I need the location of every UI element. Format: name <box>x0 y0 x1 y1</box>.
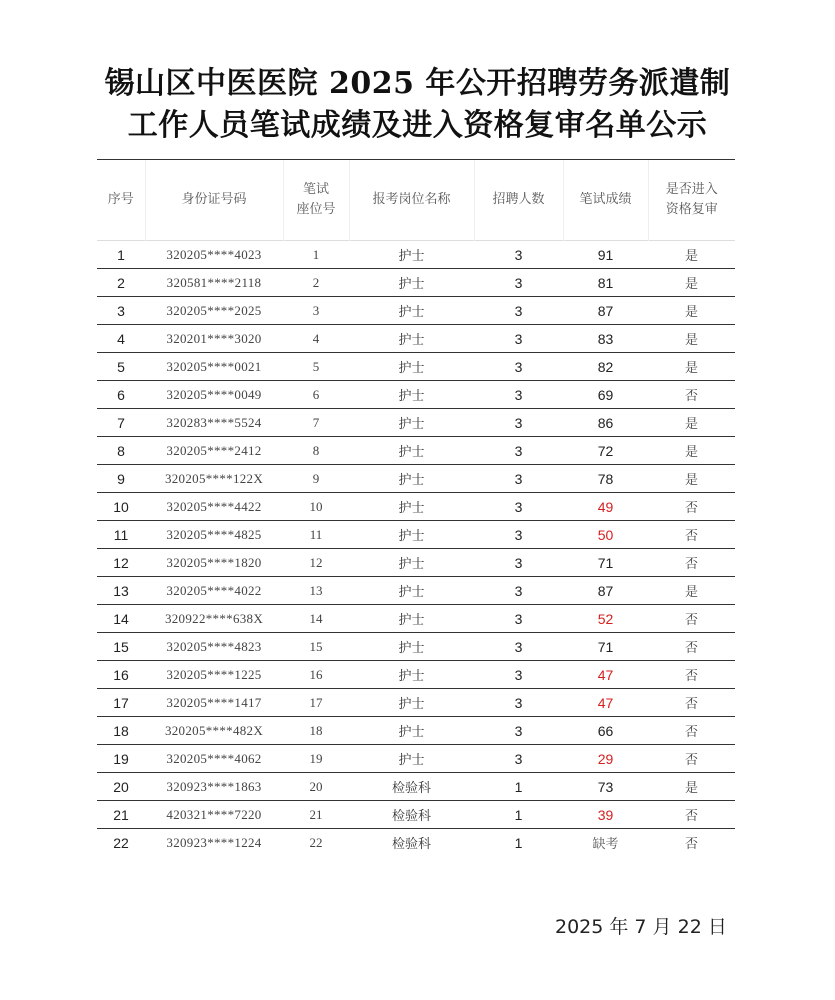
header-id: 身份证号码 <box>145 160 283 241</box>
cell-position: 护士 <box>349 493 474 521</box>
cell-review: 是 <box>648 241 735 269</box>
cell-review: 否 <box>648 633 735 661</box>
cell-hires: 3 <box>474 689 563 717</box>
cell-seat: 19 <box>283 745 349 773</box>
cell-review: 是 <box>648 437 735 465</box>
cell-hires: 1 <box>474 801 563 829</box>
cell-seq: 2 <box>97 269 145 297</box>
cell-seq: 3 <box>97 297 145 325</box>
table-row <box>97 521 735 549</box>
cell-id: 320923****1863 <box>145 773 283 801</box>
table-body <box>97 241 735 857</box>
cell-review: 否 <box>648 521 735 549</box>
cell-score: 82 <box>563 353 648 381</box>
cell-position: 护士 <box>349 577 474 605</box>
cell-seq: 10 <box>97 493 145 521</box>
cell-score: 87 <box>563 297 648 325</box>
table-row <box>97 745 735 773</box>
table-row <box>97 689 735 717</box>
cell-id: 320205****4422 <box>145 493 283 521</box>
table-row <box>97 661 735 689</box>
cell-score: 91 <box>563 241 648 269</box>
cell-seat: 17 <box>283 689 349 717</box>
cell-seat: 20 <box>283 773 349 801</box>
cell-hires: 3 <box>474 605 563 633</box>
table-row <box>97 773 735 801</box>
table-row <box>97 493 735 521</box>
cell-hires: 3 <box>474 745 563 773</box>
cell-seat: 21 <box>283 801 349 829</box>
cell-id: 320205****4823 <box>145 633 283 661</box>
cell-score: 49 <box>563 493 648 521</box>
table-row <box>97 829 735 857</box>
cell-score: 81 <box>563 269 648 297</box>
cell-id: 320205****482X <box>145 717 283 745</box>
cell-hires: 3 <box>474 549 563 577</box>
table-row <box>97 241 735 269</box>
cell-seq: 6 <box>97 381 145 409</box>
cell-score: 87 <box>563 577 648 605</box>
cell-score: 47 <box>563 689 648 717</box>
cell-score: 50 <box>563 521 648 549</box>
cell-position: 护士 <box>349 437 474 465</box>
cell-position: 护士 <box>349 409 474 437</box>
header-hires: 招聘人数 <box>474 160 563 241</box>
cell-seat: 2 <box>283 269 349 297</box>
cell-id: 320205****1820 <box>145 549 283 577</box>
cell-id: 320283****5524 <box>145 409 283 437</box>
cell-seat: 6 <box>283 381 349 409</box>
cell-id: 320205****4062 <box>145 745 283 773</box>
cell-seat: 5 <box>283 353 349 381</box>
table-row <box>97 409 735 437</box>
cell-id: 320205****0049 <box>145 381 283 409</box>
cell-score: 缺考 <box>592 837 619 852</box>
cell-score: 39 <box>563 801 648 829</box>
cell-seq: 18 <box>97 717 145 745</box>
cell-score: 69 <box>563 381 648 409</box>
cell-id: 320205****1225 <box>145 661 283 689</box>
cell-score: 73 <box>563 773 648 801</box>
table-row <box>97 801 735 829</box>
cell-seat: 14 <box>283 605 349 633</box>
cell-hires: 3 <box>474 269 563 297</box>
cell-review: 否 <box>648 549 735 577</box>
cell-seq: 11 <box>97 521 145 549</box>
page-title-line-1: 锡山区中医医院 2025 年公开招聘劳务派遣制 <box>104 66 731 101</box>
cell-hires: 3 <box>474 409 563 437</box>
cell-id: 320205****0021 <box>145 353 283 381</box>
cell-score: 47 <box>563 661 648 689</box>
cell-score: 71 <box>563 633 648 661</box>
cell-hires: 3 <box>474 493 563 521</box>
cell-position: 护士 <box>349 465 474 493</box>
cell-position: 护士 <box>349 689 474 717</box>
header-seq: 序号 <box>97 160 145 241</box>
cell-seq: 14 <box>97 605 145 633</box>
cell-hires: 3 <box>474 633 563 661</box>
cell-position: 检验科 <box>391 837 431 852</box>
cell-review: 是 <box>648 325 735 353</box>
cell-review: 是 <box>648 773 735 801</box>
cell-position: 护士 <box>349 717 474 745</box>
cell-id: 320205****122X <box>145 465 283 493</box>
cell-seat: 12 <box>283 549 349 577</box>
cell-seq: 15 <box>97 633 145 661</box>
cell-review: 否 <box>684 837 698 852</box>
cell-id: 320205****4825 <box>145 521 283 549</box>
cell-seat: 1 <box>283 241 349 269</box>
cell-id: 320205****2025 <box>145 297 283 325</box>
cell-review: 是 <box>648 269 735 297</box>
cell-hires: 3 <box>474 437 563 465</box>
cell-seq: 8 <box>97 437 145 465</box>
cell-id: 320205****4022 <box>145 577 283 605</box>
table-row <box>97 717 735 745</box>
cell-review: 否 <box>648 661 735 689</box>
cell-id: 320205****1417 <box>145 689 283 717</box>
table-header-row <box>97 160 735 241</box>
cell-id: 320923****1224 <box>166 834 262 850</box>
cell-seat: 22 <box>309 834 323 850</box>
header-position: 报考岗位名称 <box>349 160 474 241</box>
cell-id: 420321****7220 <box>145 801 283 829</box>
cell-score: 72 <box>563 437 648 465</box>
cell-score: 29 <box>563 745 648 773</box>
cell-score: 83 <box>563 325 648 353</box>
cell-score: 71 <box>563 549 648 577</box>
cell-id: 320922****638X <box>145 605 283 633</box>
cell-hires: 3 <box>474 297 563 325</box>
cell-seat: 8 <box>283 437 349 465</box>
cell-hires: 3 <box>474 521 563 549</box>
table-row <box>97 577 735 605</box>
cell-score: 78 <box>563 465 648 493</box>
table-row <box>97 605 735 633</box>
table-row <box>97 353 735 381</box>
table-row <box>97 269 735 297</box>
page-title-line-2: 工作人员笔试成绩及进入资格复审名单公示 <box>127 108 708 143</box>
cell-review: 否 <box>648 493 735 521</box>
cell-review: 否 <box>648 745 735 773</box>
cell-seat: 15 <box>283 633 349 661</box>
cell-id: 320205****2412 <box>145 437 283 465</box>
cell-position: 护士 <box>349 381 474 409</box>
cell-position: 护士 <box>349 549 474 577</box>
table-row <box>97 633 735 661</box>
cell-position: 检验科 <box>349 801 474 829</box>
cell-seq: 21 <box>97 801 145 829</box>
cell-hires: 3 <box>474 465 563 493</box>
cell-seat: 10 <box>283 493 349 521</box>
table-row <box>97 325 735 353</box>
cell-seat: 18 <box>283 717 349 745</box>
cell-position: 护士 <box>349 297 474 325</box>
cell-review: 是 <box>648 297 735 325</box>
table-row <box>97 381 735 409</box>
cell-review: 否 <box>648 801 735 829</box>
cell-position: 护士 <box>349 353 474 381</box>
cell-seat: 7 <box>283 409 349 437</box>
cell-seat: 3 <box>283 297 349 325</box>
table-row <box>97 437 735 465</box>
cell-seq: 20 <box>97 773 145 801</box>
cell-position: 检验科 <box>349 773 474 801</box>
cell-seq: 1 <box>97 241 145 269</box>
cell-seq: 22 <box>113 834 129 851</box>
cell-position: 护士 <box>349 633 474 661</box>
cell-seat: 9 <box>283 465 349 493</box>
cell-review: 否 <box>648 717 735 745</box>
cell-hires: 1 <box>514 834 523 851</box>
header-score: 笔试成绩 <box>563 160 648 241</box>
cell-seq: 4 <box>97 325 145 353</box>
cell-seq: 5 <box>97 353 145 381</box>
cell-id: 320205****4023 <box>145 241 283 269</box>
cell-review: 是 <box>648 465 735 493</box>
cell-hires: 3 <box>474 353 563 381</box>
cell-seq: 17 <box>97 689 145 717</box>
cell-seq: 19 <box>97 745 145 773</box>
cell-seq: 16 <box>97 661 145 689</box>
cell-hires: 3 <box>474 717 563 745</box>
cell-review: 是 <box>648 409 735 437</box>
cell-position: 护士 <box>349 269 474 297</box>
cell-review: 否 <box>648 689 735 717</box>
cell-score: 66 <box>563 717 648 745</box>
cell-hires: 3 <box>474 325 563 353</box>
cell-hires: 3 <box>474 381 563 409</box>
results-table <box>97 159 735 856</box>
cell-seq: 12 <box>97 549 145 577</box>
cell-id: 320201****3020 <box>145 325 283 353</box>
cell-hires: 3 <box>474 241 563 269</box>
header-seat: 笔试 座位号 <box>283 160 349 241</box>
cell-hires: 3 <box>474 661 563 689</box>
cell-id: 320581****2118 <box>145 269 283 297</box>
publish-date: 2025 年 7 月 22 日 <box>555 916 727 938</box>
cell-hires: 3 <box>474 577 563 605</box>
cell-position: 护士 <box>349 325 474 353</box>
cell-seat: 11 <box>283 521 349 549</box>
cell-review: 是 <box>648 577 735 605</box>
cell-score: 52 <box>563 605 648 633</box>
cell-review: 否 <box>648 605 735 633</box>
cell-position: 护士 <box>349 605 474 633</box>
cell-review: 是 <box>648 353 735 381</box>
cell-position: 护士 <box>349 241 474 269</box>
cell-position: 护士 <box>349 661 474 689</box>
table-row <box>97 549 735 577</box>
cell-position: 护士 <box>349 521 474 549</box>
table-row <box>97 297 735 325</box>
cell-score: 86 <box>563 409 648 437</box>
header-review: 是否进入 资格复审 <box>648 160 735 241</box>
cell-seat: 13 <box>283 577 349 605</box>
cell-seat: 16 <box>283 661 349 689</box>
cell-seq: 9 <box>97 465 145 493</box>
cell-seq: 13 <box>97 577 145 605</box>
cell-review: 否 <box>648 381 735 409</box>
cell-hires: 1 <box>474 773 563 801</box>
cell-seat: 4 <box>283 325 349 353</box>
cell-seq: 7 <box>97 409 145 437</box>
table-row <box>97 465 735 493</box>
cell-position: 护士 <box>349 745 474 773</box>
